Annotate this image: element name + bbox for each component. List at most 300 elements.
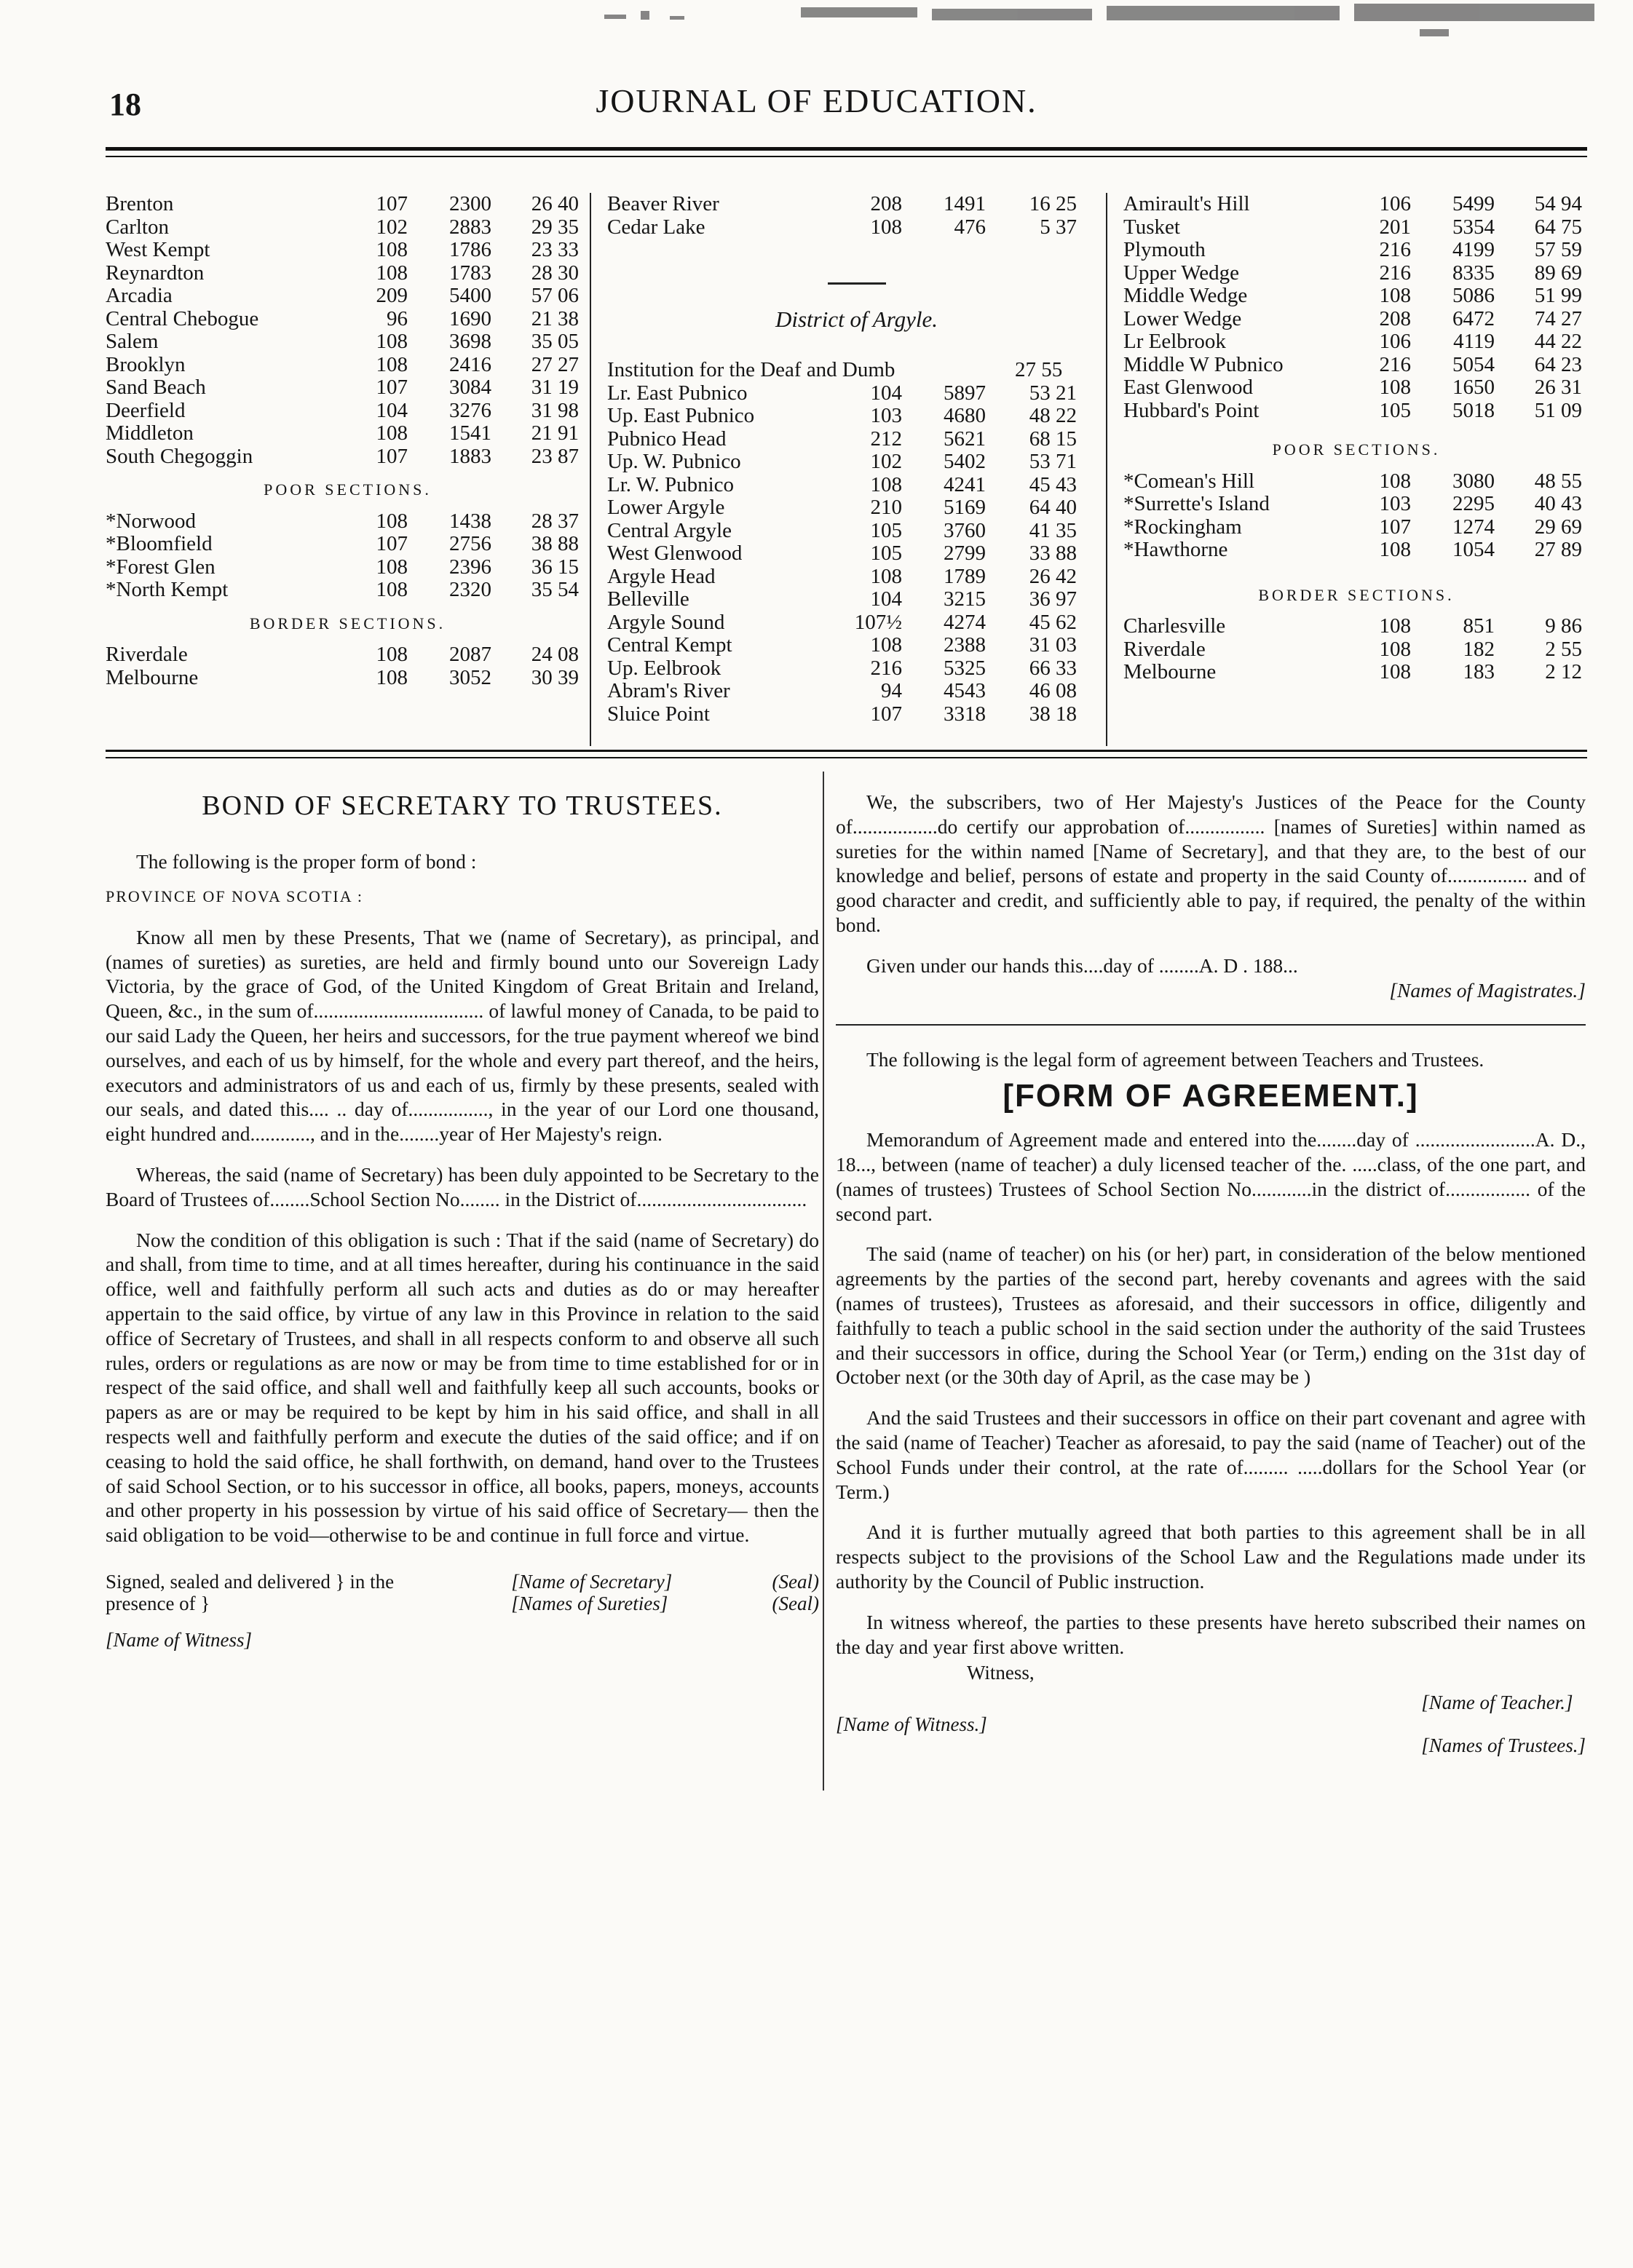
- name-of-secretary: [Name of Secretary]: [511, 1570, 673, 1593]
- short-dash: [828, 282, 886, 285]
- grant-amount: 89 69: [1534, 261, 1582, 285]
- section-name: *Forest Glen: [106, 555, 216, 579]
- section-name: Melbourne: [1123, 660, 1217, 683]
- section-name: Brooklyn: [106, 352, 186, 376]
- attendance-total: 4274: [944, 610, 986, 634]
- table-row: [607, 216, 1106, 239]
- attendance-total: 4199: [1452, 238, 1495, 261]
- page-number: 18: [109, 87, 141, 122]
- table-row: [1123, 615, 1589, 638]
- grant-amount: 51 99: [1534, 284, 1582, 307]
- attendance-total: 5621: [944, 427, 986, 451]
- attendance-total: 3760: [944, 518, 986, 542]
- table-row: [1123, 376, 1589, 400]
- table-row: [607, 382, 1106, 405]
- table-row: [1123, 216, 1589, 239]
- section-name: Amirault's Hill: [1123, 192, 1250, 215]
- grant-amount: 2 55: [1545, 637, 1582, 661]
- days-taught: 208: [1379, 306, 1411, 330]
- attendance-total: 4543: [944, 679, 986, 702]
- grant-amount: 64 23: [1534, 352, 1582, 376]
- attendance-total: 1786: [449, 238, 491, 261]
- grant-amount: 2 12: [1545, 660, 1582, 683]
- attendance-total: 182: [1463, 637, 1495, 661]
- days-taught: 102: [870, 450, 902, 473]
- attendance-total: 2388: [944, 633, 986, 657]
- days-taught: 208: [870, 192, 902, 215]
- days-taught: 105: [870, 518, 902, 542]
- district-heading: District of Argyle.: [775, 306, 938, 332]
- form-of-agreement-title: [FORM OF AGREEMENT.]: [1003, 1078, 1419, 1114]
- section-name: Charlesville: [1123, 614, 1226, 638]
- poor-sections-heading: POOR SECTIONS.: [264, 480, 432, 499]
- grant-amount: 5 37: [1040, 215, 1077, 239]
- attendance-total: 2396: [449, 555, 491, 579]
- grant-amount: 28 37: [531, 509, 579, 533]
- grant-amount: 66 33: [1029, 656, 1077, 680]
- attendance-total: 8335: [1452, 261, 1495, 285]
- print-noise: [582, 0, 1602, 51]
- institution-value: 27 55: [1015, 358, 1063, 381]
- days-taught: 108: [1379, 614, 1411, 638]
- grant-amount: 38 88: [531, 532, 579, 555]
- section-rows-top: [607, 193, 1106, 239]
- grant-amount: 57 59: [1534, 238, 1582, 261]
- days-taught: 102: [376, 215, 408, 239]
- table-row: [607, 520, 1106, 543]
- section-name: Tusket: [1123, 215, 1180, 239]
- days-taught: 108: [376, 665, 408, 689]
- table-row: [607, 542, 1106, 566]
- table-row: [106, 354, 590, 377]
- section-name: Deerfield: [106, 398, 186, 422]
- attendance-total: 476: [954, 215, 986, 239]
- days-taught: 108: [1379, 538, 1411, 561]
- header-rule-thin: [106, 156, 1587, 157]
- attendance-total: 5354: [1452, 215, 1495, 239]
- agreement-article: [836, 790, 1586, 1757]
- section-name: Pubnico Head: [607, 427, 727, 451]
- section-name: Belleville: [607, 587, 689, 611]
- name-of-teacher: [Name of Teacher.]: [1421, 1692, 1573, 1714]
- table-row: [106, 239, 590, 262]
- attendance-total: 5325: [944, 656, 986, 680]
- border-section-rows: [106, 643, 590, 689]
- grant-amount: 41 35: [1029, 518, 1077, 542]
- attendance-total: 2087: [449, 643, 491, 666]
- days-taught: 108: [376, 261, 408, 285]
- seal-2: (Seal): [772, 1592, 819, 1614]
- table-bottom-rule-1: [106, 750, 1587, 752]
- bond-paragraph-2: Whereas, the said (name of Secretary) has been duly appointed to be Secretary to the Board of Trustees of........School Section No........ in the District of..................................: [106, 1162, 819, 1210]
- attendance-total: 5054: [1452, 352, 1495, 376]
- section-name: Riverdale: [1123, 637, 1206, 661]
- institution-name: Institution for the Deaf and Dumb: [607, 358, 895, 381]
- days-taught: 209: [376, 284, 408, 307]
- table-row: [106, 533, 590, 556]
- table-row: [106, 400, 590, 423]
- names-of-sureties: [Names of Sureties]: [511, 1592, 668, 1614]
- grant-amount: 30 39: [531, 665, 579, 689]
- section-name: Brenton: [106, 192, 174, 215]
- bond-paragraph-1: Know all men by these Presents, That we (name of Secretary), as principal, and (names of sureties) as sureties, are held and firmly bound unto our Sovereign Lady Victoria, by the grace of God, of the United Kingdom of Great Britain and Ireland, Queen, &c., in the sum of.................................. of lawful money of Canada, to be paid to our said Lady the Queen, her heirs and successors, for the true payment whereof we bind ourselves, and each of us by himself, for the whole and every part thereof, and the heirs, executors and administrators of us and each of us, firmly by these presents, sealed with our seals, and dated this.... .. day of................, in the year of our Lord one thousand, eight hundred and............, and in the........year of Her Majesty's reign.: [106, 925, 819, 1146]
- grant-amount: 64 40: [1029, 496, 1077, 519]
- grant-amount: 31 03: [1029, 633, 1077, 657]
- days-taught: 94: [881, 679, 902, 702]
- column-divider: [823, 772, 824, 1791]
- attendance-total: 183: [1463, 660, 1495, 683]
- agreement-paragraph-1: Memorandum of Agreement made and entered into the........day of ........................A. D., 18..., between (name of teacher) a duly licensed teacher of the. .....class, of the one part, and (names of trustees) Trustees of School Section No............in the district of................. of the second part.: [836, 1128, 1586, 1225]
- attendance-total: 3080: [1452, 469, 1495, 493]
- days-taught: 201: [1379, 215, 1411, 239]
- table-row: [1123, 400, 1589, 423]
- bond-article: [106, 790, 819, 1652]
- days-taught: 210: [870, 496, 902, 519]
- section-name: Lr. East Pubnico: [607, 381, 748, 405]
- days-taught: 108: [376, 509, 408, 533]
- attendance-total: 3084: [449, 376, 491, 399]
- table-row: [607, 405, 1106, 428]
- days-taught: 106: [1379, 330, 1411, 353]
- table-row: [1123, 539, 1589, 562]
- grant-amount: 36 97: [1029, 587, 1077, 611]
- table-row: [1123, 470, 1589, 493]
- section-name: Riverdale: [106, 643, 188, 666]
- table-row: [106, 216, 590, 239]
- days-taught: 108: [376, 421, 408, 445]
- days-taught: 108: [1379, 637, 1411, 661]
- section-name: Lower Argyle: [607, 496, 725, 519]
- section-name: Middle Wedge: [1123, 284, 1248, 307]
- days-taught: 108: [870, 633, 902, 657]
- attendance-total: 3318: [944, 702, 986, 726]
- section-name: *Comean's Hill: [1123, 469, 1255, 493]
- witness-label: Witness,: [967, 1662, 1035, 1684]
- section-name: Melbourne: [106, 665, 199, 689]
- grant-amount: 21 38: [531, 306, 579, 330]
- days-taught: 216: [1379, 261, 1411, 285]
- table-row: [1123, 638, 1589, 662]
- days-taught: 108: [870, 472, 902, 496]
- section-name: Up. W. Pubnico: [607, 450, 741, 473]
- section-name: Lr Eelbrook: [1123, 330, 1226, 353]
- days-taught: 108: [870, 215, 902, 239]
- stats-column-3: [1106, 193, 1589, 746]
- attendance-total: 5897: [944, 381, 986, 405]
- attendance-total: 5169: [944, 496, 986, 519]
- bond-paragraph-3: Now the condition of this obligation is such : That if the said (name of Secretary) do and shall, from time to time, and at all times hereafter, during his continuance in the said office, well and faithfully perform all such acts and duties as do or may hereafter appertain to the said office, by virtue of any law in this Province in relation to the said office of Secretary of Trustees, and shall in all respects conform to and observe all such rules, orders or regulations as are now or may be from time to time established for or in respect of the said office, and shall well and faithfully keep all such accounts, books or papers as are or may be required to be kept by him in his said office, and shall in all respects well and faithfully perform and execute the duties of the said office; and if on ceasing to hold the said office, he shall forthwith, on demand, hand over to the Trustees of said School Section, or to his successor in office, all books, papers, moneys, accounts and other property in his possession by virtue of his said office of Secretary— then the said obligation to be void—otherwise to be and continue in full force and virtue.: [106, 1228, 819, 1547]
- grant-amount: 35 05: [531, 330, 579, 353]
- table-row: [106, 643, 590, 667]
- section-name: Central Argyle: [607, 518, 732, 542]
- days-taught: 103: [1379, 492, 1411, 515]
- days-taught: 103: [870, 404, 902, 427]
- section-name: Sand Beach: [106, 376, 206, 399]
- grant-amount: 26 40: [531, 192, 579, 215]
- section-name: Plymouth: [1123, 238, 1206, 261]
- grant-amount: 53 71: [1029, 450, 1077, 473]
- days-taught: 107: [1379, 515, 1411, 539]
- section-name: Lower Wedge: [1123, 306, 1242, 330]
- names-of-trustees: [Names of Trustees.]: [1421, 1734, 1586, 1757]
- table-row: [607, 657, 1106, 681]
- section-name: *North Kempt: [106, 578, 229, 601]
- section-rows: [607, 382, 1106, 726]
- table-row: [106, 667, 590, 690]
- section-name: Up. East Pubnico: [607, 404, 755, 427]
- grant-amount: 68 15: [1029, 427, 1077, 451]
- table-row: [1123, 516, 1589, 539]
- table-row: [106, 285, 590, 308]
- grant-amount: 23 87: [531, 444, 579, 468]
- grant-amount: 9 86: [1545, 614, 1582, 638]
- grant-amount: 74 27: [1534, 306, 1582, 330]
- section-name: Hubbard's Point: [1123, 398, 1260, 422]
- attendance-total: 2320: [449, 578, 491, 601]
- table-row: [106, 579, 590, 602]
- attendance-total: 4680: [944, 404, 986, 427]
- days-taught: 107: [870, 702, 902, 726]
- agreement-paragraph-4: And it is further mutually agreed that both parties to this agreement shall be in all respects subject to the provisions of the School Law and the Regulations made under its authority by the Council of Public instruction.: [836, 1520, 1586, 1593]
- days-taught: 108: [1379, 660, 1411, 683]
- table-row: [106, 422, 590, 445]
- grant-amount: 38 18: [1029, 702, 1077, 726]
- section-name: West Glenwood: [607, 542, 743, 565]
- grant-amount: 26 42: [1029, 564, 1077, 588]
- days-taught: 106: [1379, 192, 1411, 215]
- section-name: *Hawthorne: [1123, 538, 1228, 561]
- bond-intro: The following is the proper form of bond :: [136, 850, 477, 873]
- section-name: Beaver River: [607, 192, 719, 215]
- signature-block: [106, 1571, 819, 1614]
- border-sections-heading: BORDER SECTIONS.: [249, 614, 446, 633]
- grant-amount: 53 21: [1029, 381, 1077, 405]
- days-taught: 96: [387, 306, 408, 330]
- poor-section-rows: [1123, 470, 1589, 562]
- attendance-total: 5402: [944, 450, 986, 473]
- grant-amount: 16 25: [1029, 192, 1077, 215]
- section-name: Middle W Pubnico: [1123, 352, 1284, 376]
- grant-amount: 36 15: [531, 555, 579, 579]
- given-line: Given under our hands this....day of ........A. D . 188...: [866, 953, 1298, 977]
- poor-sections-heading: POOR SECTIONS.: [1272, 440, 1441, 459]
- signed-sealed-label: Signed, sealed and delivered } in the presence of }: [106, 1570, 395, 1614]
- grant-amount: 31 19: [531, 376, 579, 399]
- section-name: Abram's River: [607, 679, 730, 702]
- grant-amount: 33 88: [1029, 542, 1077, 565]
- table-row: [607, 680, 1106, 703]
- institution-row: [607, 359, 1106, 382]
- grant-amount: 44 22: [1534, 330, 1582, 353]
- days-taught: 108: [376, 643, 408, 666]
- grant-amount: 64 75: [1534, 215, 1582, 239]
- days-taught: 108: [1379, 376, 1411, 399]
- table-row: [106, 445, 590, 469]
- section-name: *Surrette's Island: [1123, 492, 1270, 515]
- teacher-trustees: [1421, 1692, 1586, 1757]
- days-taught: 107: [376, 444, 408, 468]
- stats-column-1: [106, 193, 590, 746]
- section-rows: [106, 193, 590, 468]
- section-name: Reynardton: [106, 261, 205, 285]
- attendance-total: 3215: [944, 587, 986, 611]
- grant-amount: 27 89: [1534, 538, 1582, 561]
- table-row: [106, 193, 590, 216]
- days-taught: 105: [1379, 398, 1411, 422]
- days-taught: 107: [376, 532, 408, 555]
- attendance-total: 2756: [449, 532, 491, 555]
- section-name: Arcadia: [106, 284, 173, 307]
- table-row: [1123, 193, 1589, 216]
- grant-amount: 40 43: [1534, 492, 1582, 515]
- section-name: Argyle Head: [607, 564, 716, 588]
- table-row: [106, 510, 590, 534]
- table-row: [1123, 285, 1589, 308]
- days-taught: 108: [376, 330, 408, 353]
- section-name: *Bloomfield: [106, 532, 213, 555]
- days-taught: 104: [870, 381, 902, 405]
- days-taught: 107: [376, 376, 408, 399]
- attendance-total: 5086: [1452, 284, 1495, 307]
- days-taught: 105: [870, 542, 902, 565]
- grant-amount: 24 08: [531, 643, 579, 666]
- names-of-magistrates: [Names of Magistrates.]: [1389, 978, 1586, 1002]
- signature-names: [511, 1571, 672, 1614]
- table-row: [1123, 308, 1589, 331]
- attendance-total: 1054: [1452, 538, 1495, 561]
- bond-title: BOND OF SECRETARY TO TRUSTEES.: [202, 790, 723, 821]
- poor-section-rows: [106, 510, 590, 602]
- border-sections-heading: BORDER SECTIONS.: [1258, 585, 1455, 604]
- days-taught: 108: [870, 564, 902, 588]
- grant-amount: 45 62: [1029, 610, 1077, 634]
- section-name: Upper Wedge: [1123, 261, 1239, 285]
- attendance-total: 1274: [1452, 515, 1495, 539]
- grant-amount: 57 06: [531, 284, 579, 307]
- section-name: *Rockingham: [1123, 515, 1242, 539]
- table-row: [607, 474, 1106, 497]
- agreement-paragraph-5: In witness whereof, the parties to these presents have hereto subscribed their names on the day and year first above written.: [836, 1610, 1586, 1658]
- statistics-table: [106, 193, 1591, 746]
- grant-amount: 48 22: [1029, 404, 1077, 427]
- grant-amount: 31 98: [531, 398, 579, 422]
- grant-amount: 28 30: [531, 261, 579, 285]
- table-row: [1123, 661, 1589, 684]
- days-taught: 108: [376, 578, 408, 601]
- section-name: East Glenwood: [1123, 376, 1253, 399]
- table-row: [1123, 354, 1589, 377]
- grant-amount: 29 69: [1534, 515, 1582, 539]
- header-rule-thick: [106, 147, 1587, 151]
- attendance-total: 2883: [449, 215, 491, 239]
- table-row: [106, 262, 590, 285]
- table-row: [106, 376, 590, 400]
- section-name: Carlton: [106, 215, 169, 239]
- attendance-total: 2300: [449, 192, 491, 215]
- table-row: [607, 451, 1106, 474]
- section-name: Lr. W. Pubnico: [607, 472, 735, 496]
- days-taught: 104: [870, 587, 902, 611]
- table-row: [1123, 262, 1589, 285]
- grant-amount: 23 33: [531, 238, 579, 261]
- attendance-total: 1883: [449, 444, 491, 468]
- table-row: [607, 634, 1106, 657]
- attendance-total: 1650: [1452, 376, 1495, 399]
- days-taught: 108: [376, 555, 408, 579]
- attendance-total: 5499: [1452, 192, 1495, 215]
- attendance-total: 1438: [449, 509, 491, 533]
- table-row: [106, 556, 590, 579]
- table-row: [607, 566, 1106, 589]
- grant-amount: 29 35: [531, 215, 579, 239]
- attendance-total: 4241: [944, 472, 986, 496]
- table-bottom-rule-2: [106, 757, 1587, 758]
- section-name: Salem: [106, 330, 159, 353]
- running-head: JOURNAL OF EDUCATION.: [596, 82, 1037, 119]
- table-row: [607, 496, 1106, 520]
- section-name: Central Kempt: [607, 633, 732, 657]
- approbation-paragraph: We, the subscribers, two of Her Majesty's Justices of the Peace for the County of.................do certify our approbation of................ [names of Sureties] within named as sureties for the within named [Name of Secretary], and that they are, to the best of our knowledge and belief, persons of estate and property in the said County of................ and of good character and credit, and sufficiently able to pay, if required, the penalty of the within bond.: [836, 790, 1586, 936]
- attendance-total: 2416: [449, 352, 491, 376]
- attendance-total: 1491: [944, 192, 986, 215]
- grant-amount: 21 91: [531, 421, 579, 445]
- attendance-total: 4119: [1453, 330, 1495, 353]
- days-taught: 216: [1379, 238, 1411, 261]
- section-name: *Norwood: [106, 509, 197, 533]
- attendance-total: 1690: [449, 306, 491, 330]
- table-row: [106, 308, 590, 331]
- attendance-total: 1783: [449, 261, 491, 285]
- section-name: West Kempt: [106, 238, 210, 261]
- table-row: [1123, 493, 1589, 516]
- days-taught: 108: [1379, 284, 1411, 307]
- seal-1: (Seal): [772, 1570, 819, 1593]
- stats-column-2: [590, 193, 1106, 746]
- section-name: Central Chebogue: [106, 306, 259, 330]
- attendance-total: 851: [1463, 614, 1495, 638]
- grant-amount: 51 09: [1534, 398, 1582, 422]
- grant-amount: 35 54: [531, 578, 579, 601]
- grant-amount: 26 31: [1534, 376, 1582, 399]
- days-taught: 108: [1379, 469, 1411, 493]
- days-taught: 216: [1379, 352, 1411, 376]
- days-taught: 107: [376, 192, 408, 215]
- agreement-signatures: [836, 1692, 1586, 1757]
- attendance-total: 5018: [1452, 398, 1495, 422]
- days-taught: 212: [870, 427, 902, 451]
- attendance-total: 1541: [449, 421, 491, 445]
- days-taught: 104: [376, 398, 408, 422]
- attendance-total: 5400: [449, 284, 491, 307]
- table-row: [607, 193, 1106, 216]
- days-taught: 107½: [854, 610, 902, 634]
- days-taught: 108: [376, 352, 408, 376]
- section-divider: [836, 1024, 1586, 1026]
- section-name: Up. Eelbrook: [607, 656, 721, 680]
- grant-amount: 48 55: [1534, 469, 1582, 493]
- attendance-total: 3698: [449, 330, 491, 353]
- agreement-paragraph-3: And the said Trustees and their successors in office on their part covenant and agree with the said (name of Teacher) Teacher as aforesaid, to pay the said (name of Teacher) out of the School Funds under their control, at the rate of......... .....dollars for the School Year (or Term.): [836, 1406, 1586, 1503]
- attendance-total: 3276: [449, 398, 491, 422]
- attendance-total: 3052: [449, 665, 491, 689]
- name-of-witness: [Name of Witness]: [106, 1628, 253, 1651]
- table-row: [607, 588, 1106, 611]
- seal-marks: [772, 1571, 819, 1614]
- table-row: [1123, 239, 1589, 262]
- attendance-total: 6472: [1452, 306, 1495, 330]
- section-rows: [1123, 193, 1589, 422]
- section-name: Middleton: [106, 421, 194, 445]
